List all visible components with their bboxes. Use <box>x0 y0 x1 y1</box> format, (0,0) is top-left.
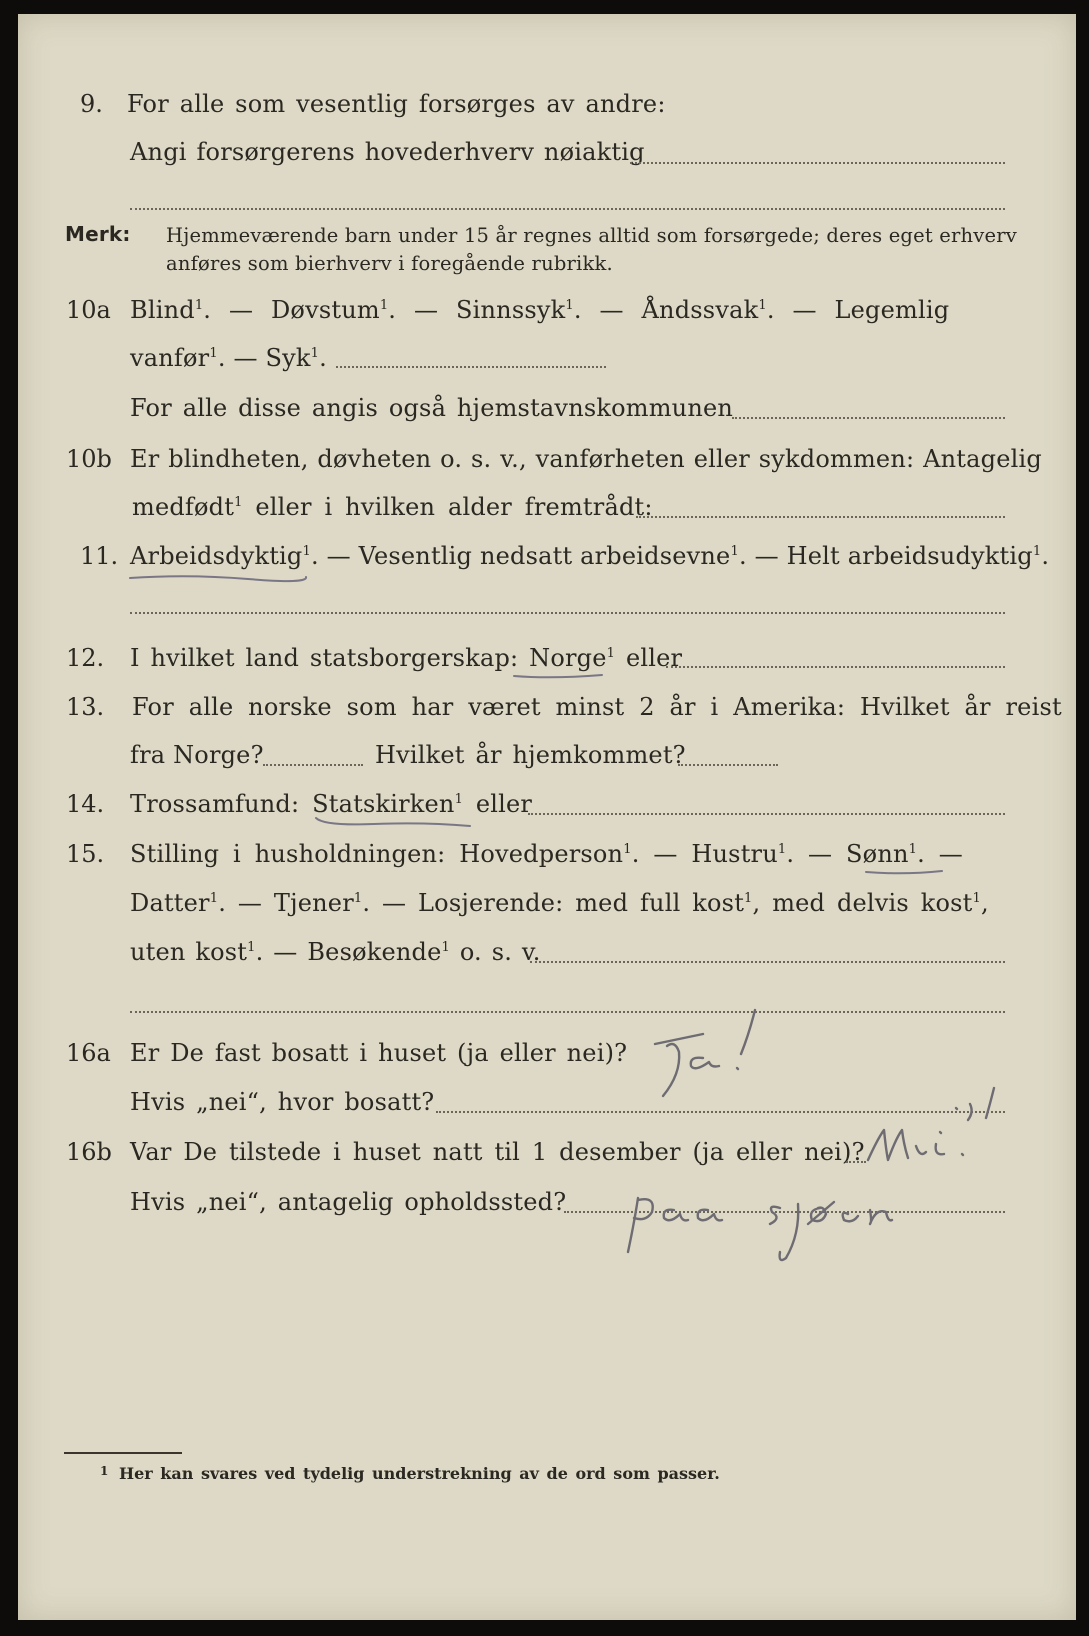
q14-answer-line[interactable] <box>528 813 1005 815</box>
footnote-mark: 1 <box>379 298 389 313</box>
q15-line2 <box>130 889 989 917</box>
q14-number: 14. <box>66 790 105 818</box>
sonn-underline <box>864 866 944 878</box>
delvis-kost-option[interactable]: , med delvis kost <box>752 889 973 917</box>
arbeidsdyktig-underline <box>128 570 308 584</box>
footnote-mark: 1 <box>100 1464 109 1478</box>
footnote-mark: 1 <box>454 792 464 807</box>
hustru-option[interactable]: . — Hustru <box>631 840 778 868</box>
punctuation: , <box>981 889 989 917</box>
footnote-rule <box>64 1452 182 1454</box>
q10a-line1 <box>130 296 949 324</box>
footnote-mark: 1 <box>744 891 753 906</box>
q15-number: 15. <box>66 840 105 868</box>
census-form-page <box>18 14 1076 1620</box>
merk-line1: Hjemmeværende barn under 15 år regnes alltid som forsørgede; deres eget erhverv <box>166 224 1018 247</box>
eller-label: eller <box>463 790 533 818</box>
q16b-line1: Var De tilstede i huset natt til 1 desember (ja eller nei)? <box>130 1138 865 1166</box>
footnote-mark: 1 <box>908 842 918 857</box>
q15-answer-line-2[interactable] <box>130 1011 1005 1013</box>
footnote-mark: 1 <box>234 495 243 510</box>
sonn-option[interactable]: . — Sønn <box>786 840 909 868</box>
q10b-number: 10b <box>66 445 112 473</box>
q13-line2a: fra Norge? <box>130 741 264 769</box>
q15-answer-line[interactable] <box>530 961 1005 963</box>
footnote-mark: 1 <box>310 346 320 361</box>
footnote-mark: 1 <box>302 544 311 559</box>
q16b-number: 16b <box>66 1138 112 1166</box>
blind-option[interactable]: Blind <box>130 296 195 324</box>
norge-option[interactable]: I hvilket land statsborgerskap: Norge <box>130 644 607 672</box>
q16b-answer-line[interactable] <box>846 1161 866 1163</box>
datter-option[interactable]: Datter <box>130 889 210 917</box>
q15-line1 <box>130 840 963 868</box>
q13-hjemkommet-answer-line[interactable] <box>678 764 778 766</box>
q15-line3 <box>130 938 541 966</box>
q16b-handwritten-answer <box>864 1116 974 1176</box>
q10a-syk-answer-line[interactable] <box>336 366 606 368</box>
punctuation: . — <box>917 840 963 868</box>
q10b-answer-line[interactable] <box>636 516 1005 518</box>
footnote-mark: 1 <box>194 298 204 313</box>
footnote-mark: 1 <box>209 891 219 906</box>
vanfor-option[interactable]: vanfør <box>130 344 210 372</box>
q11-answer-line[interactable] <box>130 612 1005 614</box>
q12-number: 12. <box>66 644 105 672</box>
q16a-bosatt-answer-line[interactable] <box>436 1111 1005 1113</box>
q12-line1 <box>130 644 682 672</box>
besokende-option[interactable]: . — Besøkende <box>255 938 442 966</box>
legemlig-option[interactable]: . — Legemlig <box>766 296 950 324</box>
q11-number: 11. <box>80 542 119 570</box>
q9-answer-line-2[interactable] <box>130 208 1005 210</box>
full-kost-option[interactable]: . — Losjerende: med full kost <box>362 889 745 917</box>
footnote-mark: 1 <box>353 891 363 906</box>
q12-answer-line[interactable] <box>666 666 1005 668</box>
q10a-kommune-answer-line[interactable] <box>732 417 1005 419</box>
q11-line1 <box>130 542 1049 570</box>
eller-label: eller <box>615 644 683 672</box>
sinnssyk-option[interactable]: . — Sinnssyk <box>388 296 566 324</box>
footnote-mark: 1 <box>1032 544 1042 559</box>
q16b-handwritten-place <box>608 1174 948 1264</box>
tjener-option[interactable]: . — Tjener <box>218 889 354 917</box>
footnote-mark: 1 <box>441 940 450 955</box>
q13-reist-answer-line[interactable] <box>263 764 363 766</box>
footnote-mark: 1 <box>777 842 787 857</box>
footnote-mark: 1 <box>209 346 218 361</box>
punctuation: . <box>1041 542 1050 570</box>
nedsatt-arbeidsevne-option[interactable]: . — Vesentlig nedsatt arbeidsevne <box>310 542 731 570</box>
uten-kost-option[interactable]: uten kost <box>130 938 248 966</box>
q16a-handwritten-answer <box>633 1004 763 1104</box>
q16b-line2: Hvis „nei“, antagelig opholdssted? <box>130 1188 567 1216</box>
hovedperson-option[interactable]: Stilling i husholdningen: Hovedperson <box>130 840 624 868</box>
andssvak-option[interactable]: . — Åndssvak <box>573 296 759 324</box>
footnote-mark: 1 <box>606 646 616 661</box>
syk-option[interactable]: . — Syk <box>217 344 311 372</box>
q13-line1: For alle norske som har været minst 2 år i Amerika: Hvilket år reist <box>132 693 1062 721</box>
q16a-line1: Er De fast bosatt i huset (ja eller nei)? <box>130 1039 628 1067</box>
q10a-line2 <box>130 344 327 372</box>
q10b-alder-label: eller i hvilken alder fremtrådt: <box>242 493 653 521</box>
merk-label: Merk: <box>65 222 131 246</box>
q9-answer-line[interactable] <box>630 162 1005 164</box>
osv-label: o. s. v. <box>450 938 541 966</box>
merk-line2: anføres som bierhverv i foregående rubrikk. <box>166 252 613 275</box>
q9-number: 9. <box>80 90 103 118</box>
q10a-number: 10a <box>66 296 111 324</box>
q13-line2b: Hvilket år hjemkommet? <box>375 741 686 769</box>
q16a-number: 16a <box>66 1039 111 1067</box>
q16a-line2: Hvis „nei“, hvor bosatt? <box>130 1088 435 1116</box>
norge-underline <box>512 670 604 682</box>
dovstum-option[interactable]: . — Døvstum <box>203 296 380 324</box>
statskirken-option[interactable]: Trossamfund: Statskirken <box>130 790 455 818</box>
statskirken-underline <box>314 814 474 830</box>
medfodt-option[interactable]: medfødt <box>132 493 235 521</box>
footnote-mark: 1 <box>730 544 739 559</box>
q9-line1: For alle som vesentlig forsørges av andre: <box>127 90 666 118</box>
punctuation: . <box>319 344 327 372</box>
footnote-text: Her kan svares ved tydelig understrekning av de ord som passer. <box>119 1464 720 1483</box>
q10a-line3: For alle disse angis også hjemstavnskommunen <box>130 394 734 422</box>
footnote-mark: 1 <box>247 940 256 955</box>
footnote-mark: 1 <box>565 298 574 313</box>
q10b-line1: Er blindheten, døvheten o. s. v., vanførheten eller sykdommen: Antagelig <box>130 445 1042 473</box>
q9-line2: Angi forsørgerens hovederhverv nøiaktig <box>130 138 645 166</box>
q10b-line2 <box>132 493 653 521</box>
arbeidsdyktig-option[interactable]: Arbeidsdyktig <box>130 542 303 570</box>
footnote-mark: 1 <box>623 842 632 857</box>
arbeidsudyktig-option[interactable]: . — Helt arbeidsudyktig <box>738 542 1033 570</box>
footnote-mark: 1 <box>758 298 767 313</box>
footnote-mark: 1 <box>972 891 982 906</box>
q13-number: 13. <box>66 693 105 721</box>
